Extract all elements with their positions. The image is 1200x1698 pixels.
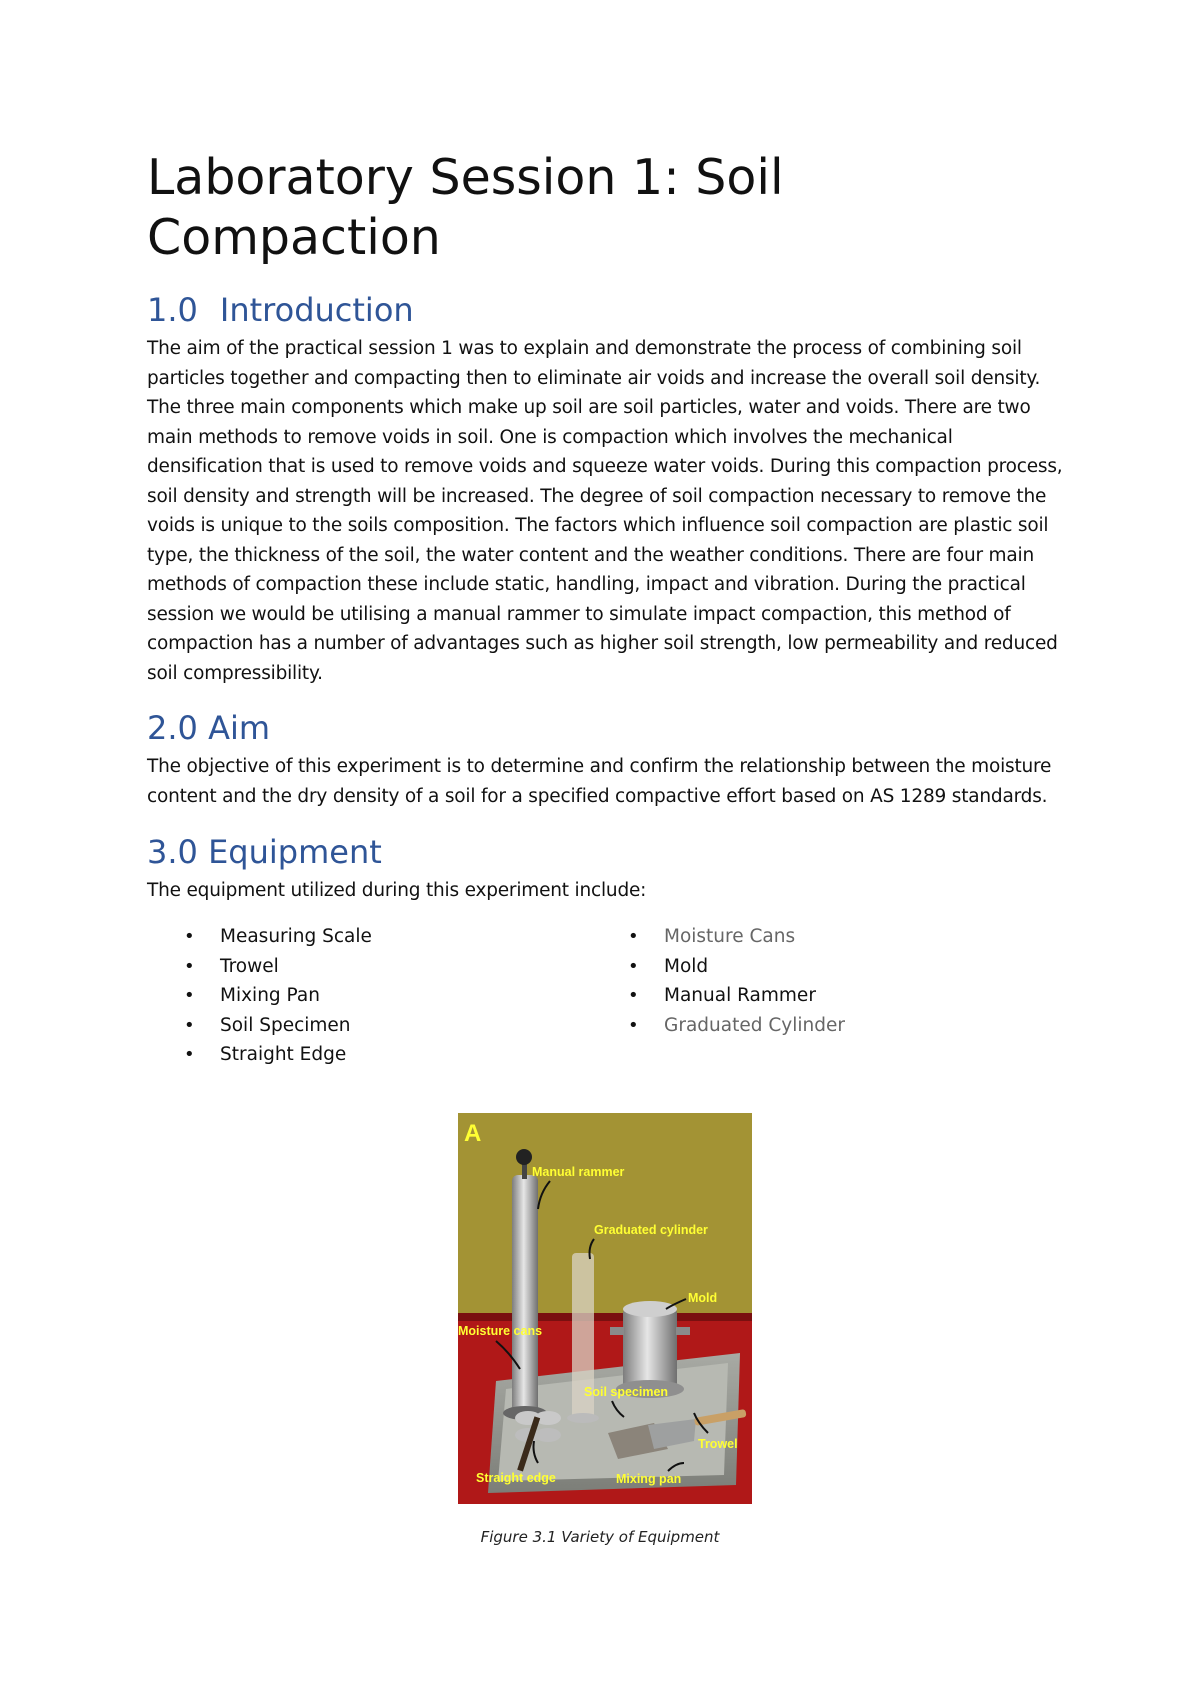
bullet-icon: • (628, 985, 639, 1006)
label-moisture-cans: Moisture cans (458, 1324, 543, 1338)
bullet-icon: • (628, 926, 639, 947)
label-soil-specimen: Soil specimen (584, 1385, 669, 1399)
label-graduated-cylinder: Graduated cylinder (594, 1223, 708, 1237)
bullet-icon: • (628, 955, 639, 977)
aim-paragraph: The objective of this experiment is to determine and confirm the relationship between the moisture content and the dry density of a soil for a specified compactive effort based on AS 1289 standards. (147, 756, 1052, 807)
list-item: • Mold (591, 952, 845, 982)
figure-panel-letter: A (464, 1120, 482, 1147)
heading-number: 1.0 (147, 291, 198, 329)
list-item: • Manual Rammer (591, 981, 845, 1011)
list-item: • Trowel (147, 952, 372, 982)
bullet-icon: • (184, 1014, 195, 1036)
label-mixing-pan: Mixing pan (616, 1472, 682, 1486)
heading-text: Equipment (208, 833, 382, 871)
equipment-intro: The equipment utilized during this experiment include: (147, 880, 647, 901)
list-item: • Moisture Cans (591, 922, 845, 952)
list-item: • Soil Specimen (147, 1011, 372, 1041)
intro-paragraph: The aim of the practical session 1 was to explain and demonstrate the process of combining soil particles together and compacting then to eliminate air voids and increase the overall soil density. The three main components which make up soil are soil particles, water and voids. There are two main methods to remove voids in soil. One is compaction which involves the mechanical densification that is used to remove voids and squeeze water voids. During this compaction process, soil density and strength will be increased. The degree of soil compaction necessary to remove the voids is unique to the soils composition. The factors which influence soil compaction are plastic soil type, the thickness of the soil, the water content and the weather conditions. There are four main methods of compaction these include static, handling, impact and vibration. During the practical session we would be utilising a manual rammer to simulate impact compaction, this method of compaction has a number of advantages such as higher soil strength, low permeability and reduced soil compressibility. (147, 338, 1063, 684)
heading-number: 2.0 (147, 709, 198, 747)
heading-text: Introduction (219, 291, 414, 329)
mold-shape (623, 1309, 677, 1387)
list-item: • Measuring Scale (147, 922, 372, 952)
label-straight-edge: Straight edge (476, 1471, 556, 1485)
figure-caption: Figure 3.1 Variety of Equipment (480, 1528, 720, 1546)
label-mold: Mold (688, 1291, 718, 1305)
equipment-list-right (591, 922, 845, 1040)
heading-introduction (147, 290, 414, 330)
label-manual-rammer: Manual rammer (532, 1165, 625, 1179)
list-item: • Graduated Cylinder (591, 1011, 845, 1041)
list-item: • Mixing Pan (147, 981, 372, 1011)
equipment-photo (458, 1113, 752, 1504)
heading-text: Aim (208, 709, 271, 747)
list-item: • Straight Edge (147, 1040, 372, 1070)
equipment-list-left (147, 922, 372, 1070)
bullet-icon: • (184, 985, 195, 1006)
page-title: Laboratory Session 1: Soil Compaction (147, 149, 784, 266)
label-trowel: Trowel (698, 1437, 738, 1451)
manual-rammer-shape (512, 1175, 538, 1413)
bullet-icon: • (184, 955, 195, 977)
heading-aim (147, 708, 270, 748)
heading-number: 3.0 (147, 833, 198, 871)
bullet-icon: • (184, 926, 195, 947)
bullet-icon: • (628, 1014, 639, 1036)
bullet-icon: • (184, 1044, 195, 1065)
heading-equipment (147, 832, 382, 872)
